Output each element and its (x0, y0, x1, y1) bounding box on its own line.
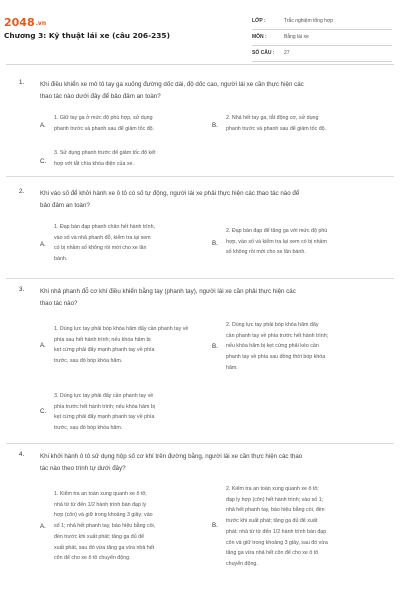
option-text: 2. Đạp bàn đạp để tăng ga với mức độ phù hợp, vào số và kiểm tra lại xem có bị nhầm số không rồi mới cho xe lăn bánh. (226, 228, 328, 256)
option-letter: A. (40, 241, 46, 248)
question-divider (6, 176, 394, 177)
meta-value: 27 (284, 50, 290, 56)
meta-label: MÔN : (252, 34, 267, 40)
meta-row-subject (252, 32, 392, 46)
site-logo[interactable]: 2048.vn (4, 16, 47, 29)
option-letter: B. (212, 122, 218, 129)
chapter-title: Chương 3: Kỹ thuật lái xe (câu 206-235) (4, 31, 170, 40)
question-number: 2. (19, 188, 25, 195)
option-text: 2. Dùng lực tay phải bóp khóa hãm đẩy cần phanh tay về phía trước hết hành trình; nếu khóa hãm bị kẹt cứng phải kéo cần phanh tay về phía sau đồng thời bóp khóa hãm. (226, 322, 329, 371)
option-letter: A. (40, 342, 46, 349)
question-number: 4. (19, 451, 25, 458)
option-letter: B. (212, 240, 218, 247)
meta-value: Bằng lái xe (284, 34, 309, 40)
question-divider (6, 443, 394, 444)
meta-row-count (252, 48, 392, 62)
header-divider (6, 64, 394, 65)
question-number: 3. (19, 286, 25, 293)
option-letter: B. (212, 343, 218, 350)
option-text: 2. Kiểm tra an toàn xung quanh xe ô tô; đạp ly hợp (côn) hết hành trình; vào số 1; nhả hết phanh tay, báo hiệu bằng còi, đèn trước khi xuất phát; tăng ga đủ để xuất phát; nhả từ từ đến 1/2 hành trình bàn đạp côn và giữ trong khoảng 3 giây, sau đó vừa tăng ga vừa nhả hết côn để cho xe ô tô chuyển động. (226, 486, 328, 567)
option-text: 1. Kiểm tra an toàn xung quanh xe ô tô; nhả từ từ đến 1/2 hành trình bàn đạp ly hợp (côn) và giữ trong khoảng 3 giây; vào số 1; nhả hết phanh tay, báo hiệu bằng còi, đèn trước khi xuất phát; tăng ga đủ để xuất phát, sau đó vừa tăng ga vừa nhả hết côn để cho xe ô tô chuyển động. (54, 491, 156, 562)
option-text: 1. Dùng lực tay phải bóp khóa hãm đẩy cần phanh tay về phía sau hết hành trình; nếu khóa hãm bị kẹt cứng phải đẩy mạnh phanh tay về phía trước, sau đó bóp khóa hãm. (54, 326, 189, 365)
option-letter: C. (40, 408, 47, 415)
option-letter: A. (40, 122, 46, 129)
option-text: 1. Đạp bàn đạp phanh chân hết hành trình, vào số và nhả phanh đỗ, kiểm tra lại xem có bị nhầm số không rồi mới cho xe lăn bánh. (54, 224, 156, 263)
meta-table (252, 16, 392, 62)
meta-row-class (252, 16, 392, 30)
option-letter: A. (40, 523, 46, 530)
option-text: 2. Nhả hết tay ga, tắt động cơ, sử dụng phanh trước và phanh sau để giảm tốc độ. (226, 115, 327, 132)
question-text: Khi điều khiển xe mô tô tay ga xuống đường dốc dài, độ dốc cao, người lái xe cần thực hiện các thao tác nào dưới đây để bảo đảm an toàn? (40, 81, 304, 100)
question-text: Khi khởi hành ô tô sử dụng hộp số cơ khí trên đường bằng, người lái xe cần thực hiện các thao tác nào theo trình tự dưới đây? (40, 453, 303, 472)
meta-value: Trắc nghiệm tổng hợp (284, 18, 333, 24)
question-text: Khi nhả phanh đỗ cơ khí điều khiển bằng tay (phanh tay), người lái xe cần phải thực hiện các thao tác nào? (40, 288, 296, 307)
option-text: 1. Giữ tay ga ở mức độ phù hợp, sử dụng phanh trước và phanh sau để giảm tốc độ. (54, 115, 155, 132)
option-text: 3. Dùng lực tay phải đẩy cần phanh tay về phía trước hết hành trình; nếu khóa hãm bị kẹt cứng phải đẩy mạnh phanh tay về phía trước, sau đó bóp khóa hãm. (54, 393, 155, 432)
option-text: 3. Sử dụng phanh trước để giảm tốc độ kết hợp với tắt chìa khóa điện của xe. (54, 150, 156, 167)
meta-label: SỐ CÂU : (252, 50, 275, 56)
question-text: Khi vào số để khởi hành xe ô tô có số tự động, người lái xe phải thực hiện các thao tác nào để bảo đảm an toàn? (40, 190, 300, 209)
meta-label: LỚP : (252, 18, 266, 24)
option-letter: C. (40, 158, 47, 165)
option-letter: B. (212, 522, 218, 529)
question-number: 1. (19, 79, 25, 86)
question-divider (6, 278, 394, 279)
page-header (0, 0, 400, 66)
